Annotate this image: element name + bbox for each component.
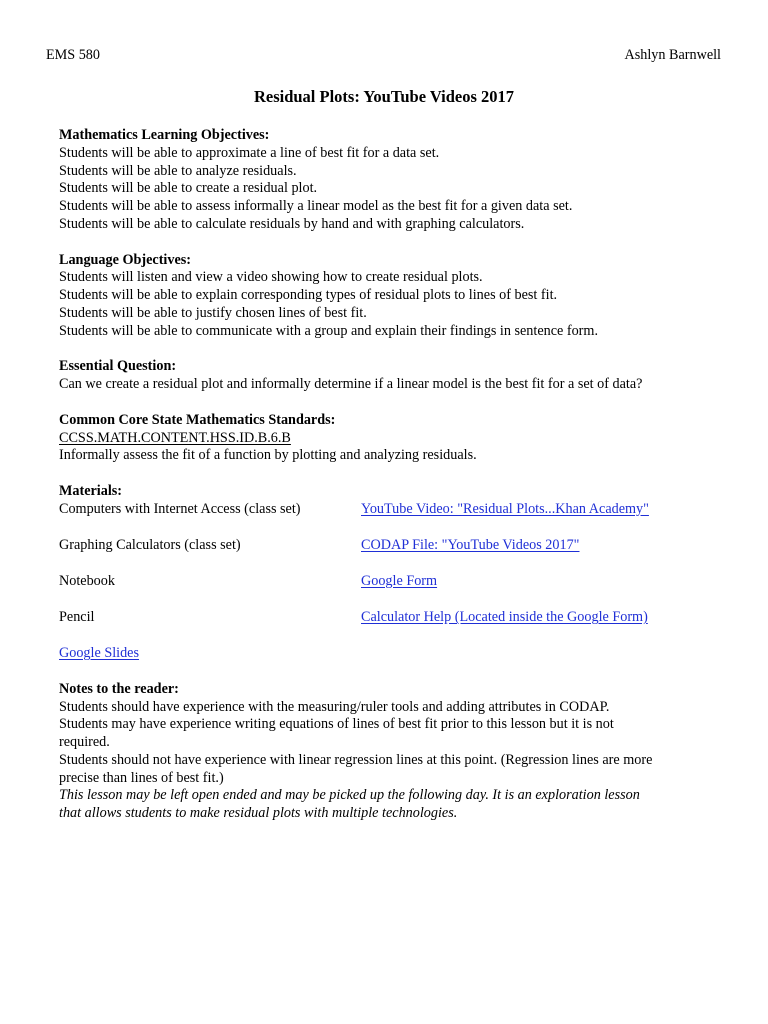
- standard-code: CCSS.MATH.CONTENT.HSS.ID.B.6.B: [59, 429, 291, 446]
- materials-section: [59, 483, 709, 663]
- math-objectives-heading: Mathematics Learning Objectives:: [59, 127, 270, 143]
- material-item: Notebook: [59, 572, 115, 589]
- material-item: Pencil: [59, 609, 95, 626]
- codap-file-link[interactable]: CODAP File: "YouTube Videos 2017": [361, 536, 580, 553]
- material-item: Graphing Calculators (class set): [59, 536, 241, 553]
- math-objective-item: Students will be able to approximate a line of best fit for a data set.: [59, 144, 440, 161]
- essential-question-section: [59, 358, 709, 394]
- materials-heading: Materials:: [59, 482, 123, 499]
- essential-question-heading: Essential Question:: [59, 358, 177, 375]
- notes-line: required.: [59, 734, 110, 751]
- language-objective-item: Students will be able to explain corresponding types of residual plots to lines of best fit.: [59, 287, 558, 304]
- language-objective-item: Students will be able to communicate with a group and explain their findings in sentence form.: [59, 322, 598, 339]
- notes-line: Students should not have experience with linear regression lines at this point. (Regression lines are more: [59, 751, 653, 768]
- author-name: Ashlyn Barnwell: [624, 47, 721, 63]
- language-objectives-heading: Language Objectives:: [59, 251, 192, 268]
- page-title: Residual Plots: YouTube Videos 2017: [253, 87, 515, 106]
- math-objective-item: Students will be able to analyze residuals.: [59, 162, 297, 179]
- notes-line: Students should have experience with the measuring/ruler tools and adding attributes in CODAP.: [59, 698, 610, 715]
- math-objective-item: Students will be able to create a residual plot.: [59, 180, 318, 197]
- math-objective-item: Students will be able to calculate residuals by hand and with graphing calculators.: [59, 215, 525, 232]
- standards-section: [59, 412, 709, 465]
- notes-italic-line: This lesson may be left open ended and may be picked up the following day. It is an exploration lesson: [59, 787, 640, 804]
- language-objective-item: Students will listen and view a video showing how to create residual plots.: [59, 269, 483, 286]
- google-form-link[interactable]: Google Form: [361, 572, 438, 589]
- notes-heading: Notes to the reader:: [59, 680, 179, 697]
- math-objective-item: Students will be able to assess informally a linear model as the best fit for a given data set.: [59, 198, 573, 215]
- notes-italic-line: that allows students to make residual plots with multiple technologies.: [59, 805, 458, 822]
- essential-question-text: Can we create a residual plot and informally determine if a linear model is the best fit for a set of data?: [59, 376, 643, 393]
- standards-heading: Common Core State Mathematics Standards:: [59, 411, 336, 428]
- course-code: EMS 580: [46, 47, 100, 63]
- calculator-help-link[interactable]: Calculator Help (Located inside the Google Form): [361, 609, 648, 626]
- google-slides-link[interactable]: Google Slides: [59, 645, 139, 662]
- notes-section: [59, 681, 709, 823]
- notes-line: precise than lines of best fit.): [59, 769, 224, 786]
- language-objectives-section: [59, 252, 709, 341]
- language-objective-item: Students will be able to justify chosen lines of best fit.: [59, 304, 367, 321]
- document-body: [59, 127, 709, 823]
- standard-description: Informally assess the fit of a function by plotting and analyzing residuals.: [59, 447, 477, 464]
- material-item: Computers with Internet Access (class set): [59, 500, 301, 517]
- materials-table: [59, 501, 709, 627]
- youtube-video-link[interactable]: YouTube Video: "Residual Plots...Khan Academy": [361, 500, 649, 517]
- notes-line: Students may have experience writing equations of lines of best fit prior to this lesson but it is not: [59, 716, 614, 733]
- math-objectives-section: [59, 127, 709, 234]
